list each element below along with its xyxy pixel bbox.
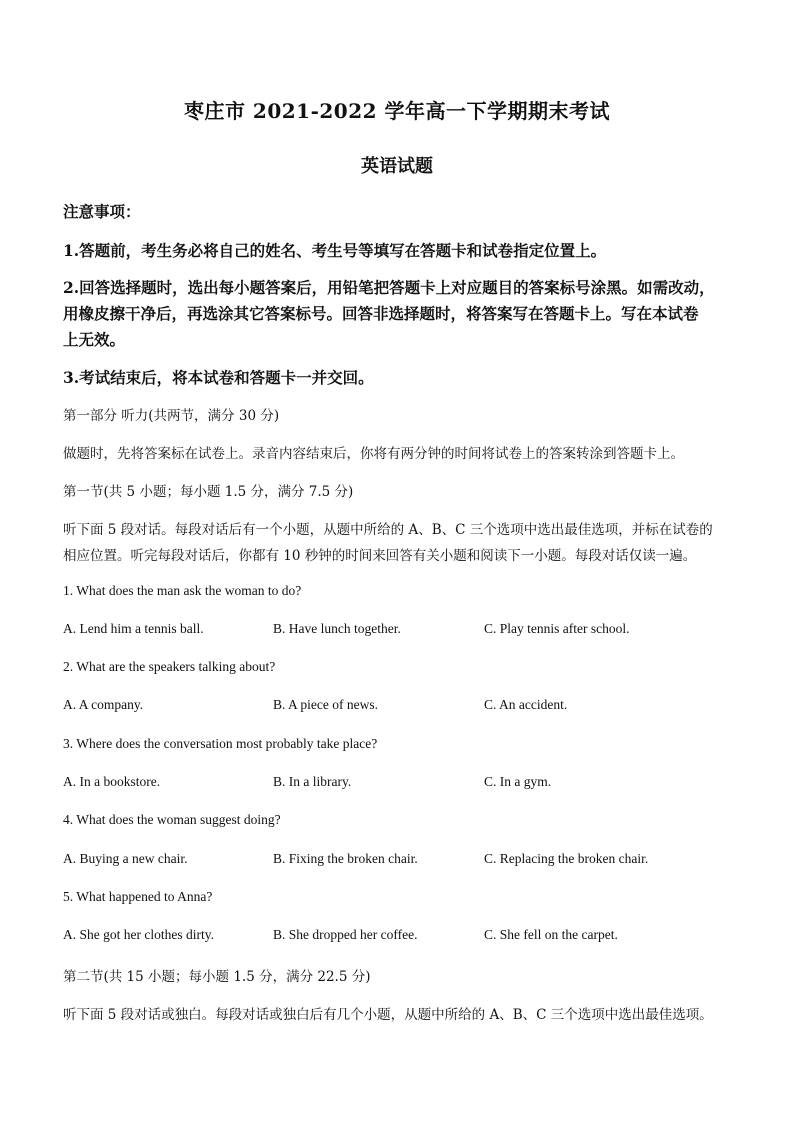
section1-instruction-line-2: 相应位置。听完每段对话后，你都有 10 秒钟的时间来回答有关小题和阅读下一小题。每段对话仅读一遍。: [63, 548, 697, 564]
question-5-option-a: A. She got her clothes dirty.: [63, 927, 214, 942]
question-5-option-c: C. She fell on the carpet.: [484, 927, 618, 942]
question-2-option-b: B. A piece of news.: [273, 697, 378, 712]
section2-instruction: 听下面 5 段对话或独白。每段对话或独白后有几个小题，从题中所给的 A、B、C 三个选项中选出最佳选项。: [63, 1007, 713, 1023]
question-4-option-c: C. Replacing the broken chair.: [484, 851, 649, 866]
question-4-option-a: A. Buying a new chair.: [63, 851, 188, 866]
part1-instruction: 做题时，先将答案标在试卷上。录音内容结束后，你将有两分钟的时间将试卷上的答案转涂到答题卡上。: [63, 446, 684, 462]
question-2: 2. What are the speakers talking about?: [63, 659, 276, 674]
notice-item-2-line-3: 上无效。: [63, 330, 126, 349]
exam-subtitle: 英语试题: [361, 156, 433, 177]
question-1-option-c: C. Play tennis after school.: [484, 621, 630, 636]
part1-heading: 第一部分 听力(共两节，满分 30 分): [63, 408, 280, 424]
question-4-option-b: B. Fixing the broken chair.: [273, 851, 418, 866]
question-1-option-a: A. Lend him a tennis ball.: [63, 621, 204, 636]
question-3-option-a: A. In a bookstore.: [63, 774, 161, 789]
question-1-option-b: B. Have lunch together.: [273, 621, 401, 636]
exam-title: 枣庄市 2021-2022 学年高一下学期期末考试: [183, 99, 611, 123]
notice-item-2-line-2: 用橡皮擦干净后，再选涂其它答案标号。回答非选择题时，将答案写在答题卡上。写在本试卷: [63, 304, 699, 323]
question-2-option-a: A. A company.: [63, 697, 144, 712]
notice-item-3: 3.考试结束后，将本试卷和答题卡一并交回。: [63, 368, 374, 387]
question-3: 3. Where does the conversation most probably take place?: [63, 736, 378, 751]
question-5: 5. What happened to Anna?: [63, 889, 213, 904]
question-5-option-b: B. She dropped her coffee.: [273, 927, 418, 942]
notice-item-1: 1.答题前，考生务必将自己的姓名、考生号等填写在答题卡和试卷指定位置上。: [63, 241, 607, 260]
question-2-option-c: C. An accident.: [484, 697, 568, 712]
question-1: 1. What does the man ask the woman to do?: [63, 583, 302, 598]
question-3-option-b: B. In a library.: [273, 774, 352, 789]
question-4: 4. What does the woman suggest doing?: [63, 812, 281, 827]
section1-heading: 第一节(共 5 小题；每小题 1.5 分，满分 7.5 分): [63, 484, 354, 500]
notice-item-2-line-1: 2.回答选择题时，选出每小题答案后，用铅笔把答题卡上对应题目的答案标号涂黑。如需改动，: [63, 278, 715, 297]
notice-heading: 注意事项：: [63, 202, 141, 221]
section1-instruction-line-1: 听下面 5 段对话。每段对话后有一个小题，从题中所给的 A、B、C 三个选项中选出最佳选项，并标在试卷的: [63, 522, 713, 538]
question-3-option-c: C. In a gym.: [484, 774, 552, 789]
section2-heading: 第二节(共 15 小题；每小题 1.5 分，满分 22.5 分): [63, 969, 371, 985]
